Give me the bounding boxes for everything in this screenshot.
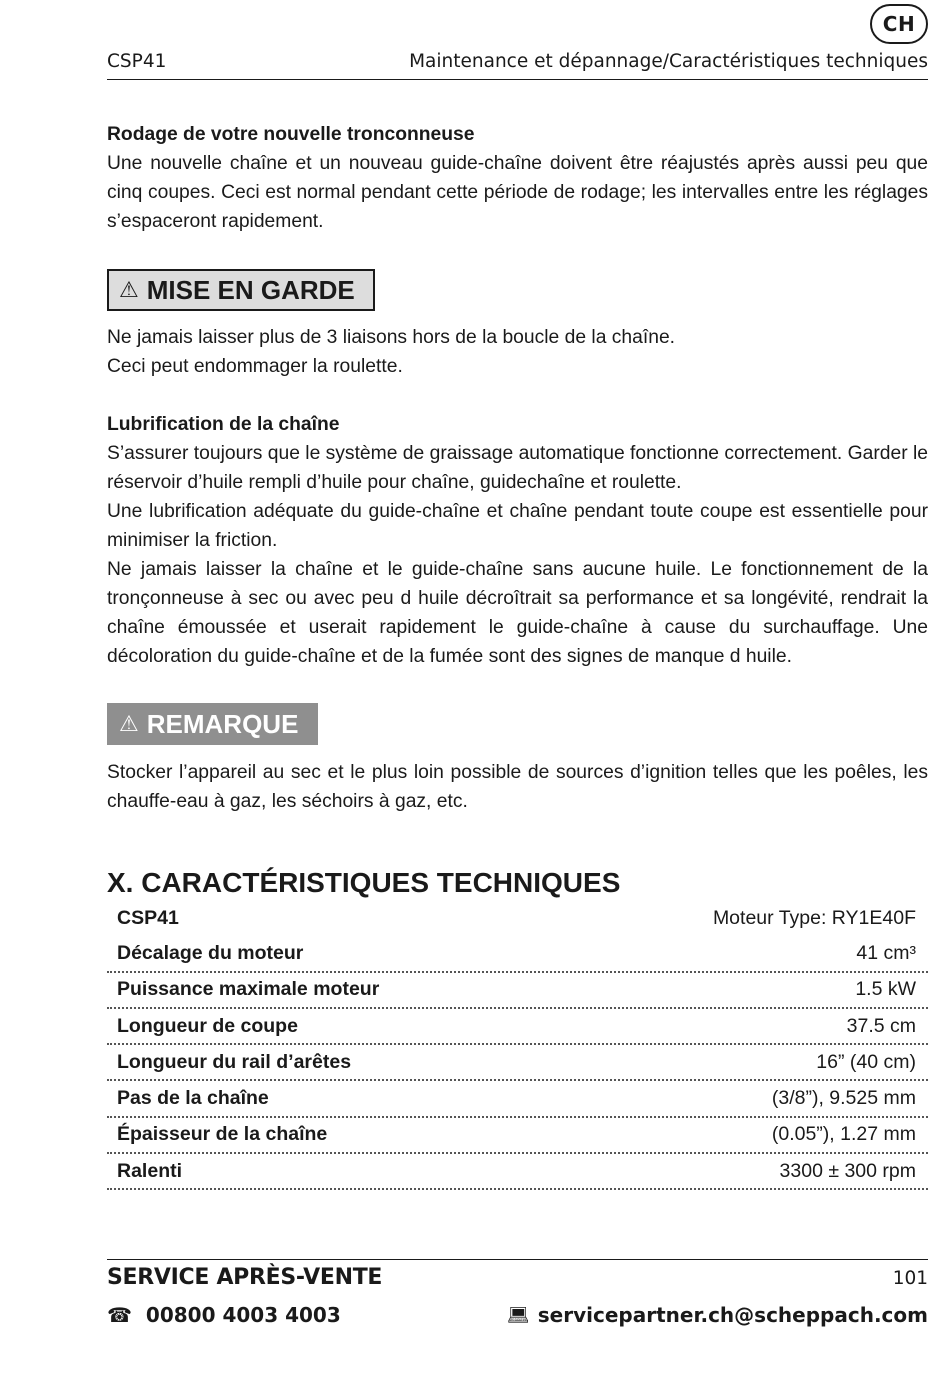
warning-triangle-icon: ⚠ [119, 711, 139, 736]
footer-email [507, 1303, 928, 1327]
spec-value: 3300 ± 300 rpm [779, 1159, 916, 1182]
page-number: 101 [892, 1268, 928, 1289]
spec-label: Puissance maximale moteur [117, 978, 380, 1001]
warning-triangle-icon: ⚠ [119, 277, 139, 302]
warning-label: MISE EN GARDE [146, 274, 355, 305]
spec-value: 16” (40 cm) [816, 1050, 916, 1073]
header-model: CSP41 [107, 51, 167, 72]
warning-line-1: Ne jamais laisser plus de 3 liaisons hors de la boucle de la chaîne. [107, 327, 676, 348]
specs-section-title: X. CARACTÉRISTIQUES TECHNIQUES [107, 867, 621, 898]
warning-line-2: Ceci peut endommager la roulette. [107, 356, 403, 377]
email-address: servicepartner.ch@scheppach.com [537, 1303, 928, 1327]
specs-table-header [107, 900, 928, 936]
warning-label-box [107, 269, 375, 311]
spec-label: Épaisseur de la chaîne [117, 1123, 328, 1146]
header-divider [107, 79, 928, 80]
spec-value: 41 cm³ [856, 941, 916, 964]
lubrification-paragraph-1: S’assurer toujours que le système de graissage automatique fonctionne correctement. Garder le réservoir d’huile rempli d’huile pour chaîne, guidechaîne et roulette. [107, 443, 928, 493]
table-row [107, 1009, 928, 1045]
note-label-box [107, 703, 318, 745]
spec-label: Pas de la chaîne [117, 1087, 269, 1110]
spec-value: (3/8”), 9.525 mm [771, 1087, 916, 1110]
lubrification-paragraph-3: Ne jamais laisser la chaîne et le guide-chaîne sans aucune huile. Le fonctionnement de la tronçonneuse à sec ou avec peu d huile décroîtrait sa performance et sa longévité, rendrait la chaîne émoussée et userait rapidement le guide-chaîne à cause du surchauffage. Une décoloration du guide-chaîne et de la fumée sont des signes de manque d huile. [107, 559, 928, 667]
spec-label: Longueur de coupe [117, 1014, 298, 1037]
spec-label: Longueur du rail d’arêtes [117, 1050, 352, 1073]
table-row [107, 1154, 928, 1190]
phone-number: 00800 4003 4003 [145, 1303, 341, 1327]
lubrification-paragraph-2: Une lubrification adéquate du guide-chaîne et chaîne pendant toute coupe est essentielle pour minimiser la friction. [107, 501, 928, 551]
lubrification-heading: Lubrification de la chaîne [107, 414, 340, 435]
specs-table [107, 900, 928, 1190]
spec-label: Ralenti [117, 1159, 183, 1182]
table-row [107, 973, 928, 1009]
note-label: REMARQUE [146, 708, 299, 739]
table-row [107, 936, 928, 972]
specs-model: CSP41 [117, 906, 179, 929]
spec-value: (0.05”), 1.27 mm [771, 1123, 916, 1146]
footer-phone [107, 1303, 341, 1327]
laptop-icon: 💻︎ [506, 1304, 530, 1326]
spec-label: Décalage du moteur [117, 941, 304, 964]
specs-engine-type: Moteur Type: RY1E40F [712, 906, 916, 929]
table-row [107, 1118, 928, 1154]
spec-value: 1.5 kW [855, 978, 916, 1001]
country-badge: CH [870, 4, 928, 44]
note-text: Stocker l’appareil au sec et le plus loin possible de sources d’ignition telles que les poêles, les chauffe-eau à gaz, les séchoirs à gaz, etc. [107, 762, 928, 812]
footer-service-title: SERVICE APRÈS-VENTE [107, 1265, 383, 1290]
header-title: Maintenance et dépannage/Caractéristiques techniques [409, 51, 928, 72]
table-row [107, 1045, 928, 1081]
rodage-text: Une nouvelle chaîne et un nouveau guide-chaîne doivent être réajustés après aussi peu que cinq coupes. Ceci est normal pendant cette période de rodage; les intervalles entre les réglages s’espaceront rapidement. [107, 153, 928, 232]
page-content [107, 120, 928, 1190]
rodage-heading: Rodage de votre nouvelle tronconneuse [107, 124, 475, 145]
phone-icon: ☎ [107, 1303, 132, 1327]
spec-value: 37.5 cm [846, 1014, 916, 1037]
footer-divider [107, 1259, 928, 1260]
table-row [107, 1081, 928, 1117]
